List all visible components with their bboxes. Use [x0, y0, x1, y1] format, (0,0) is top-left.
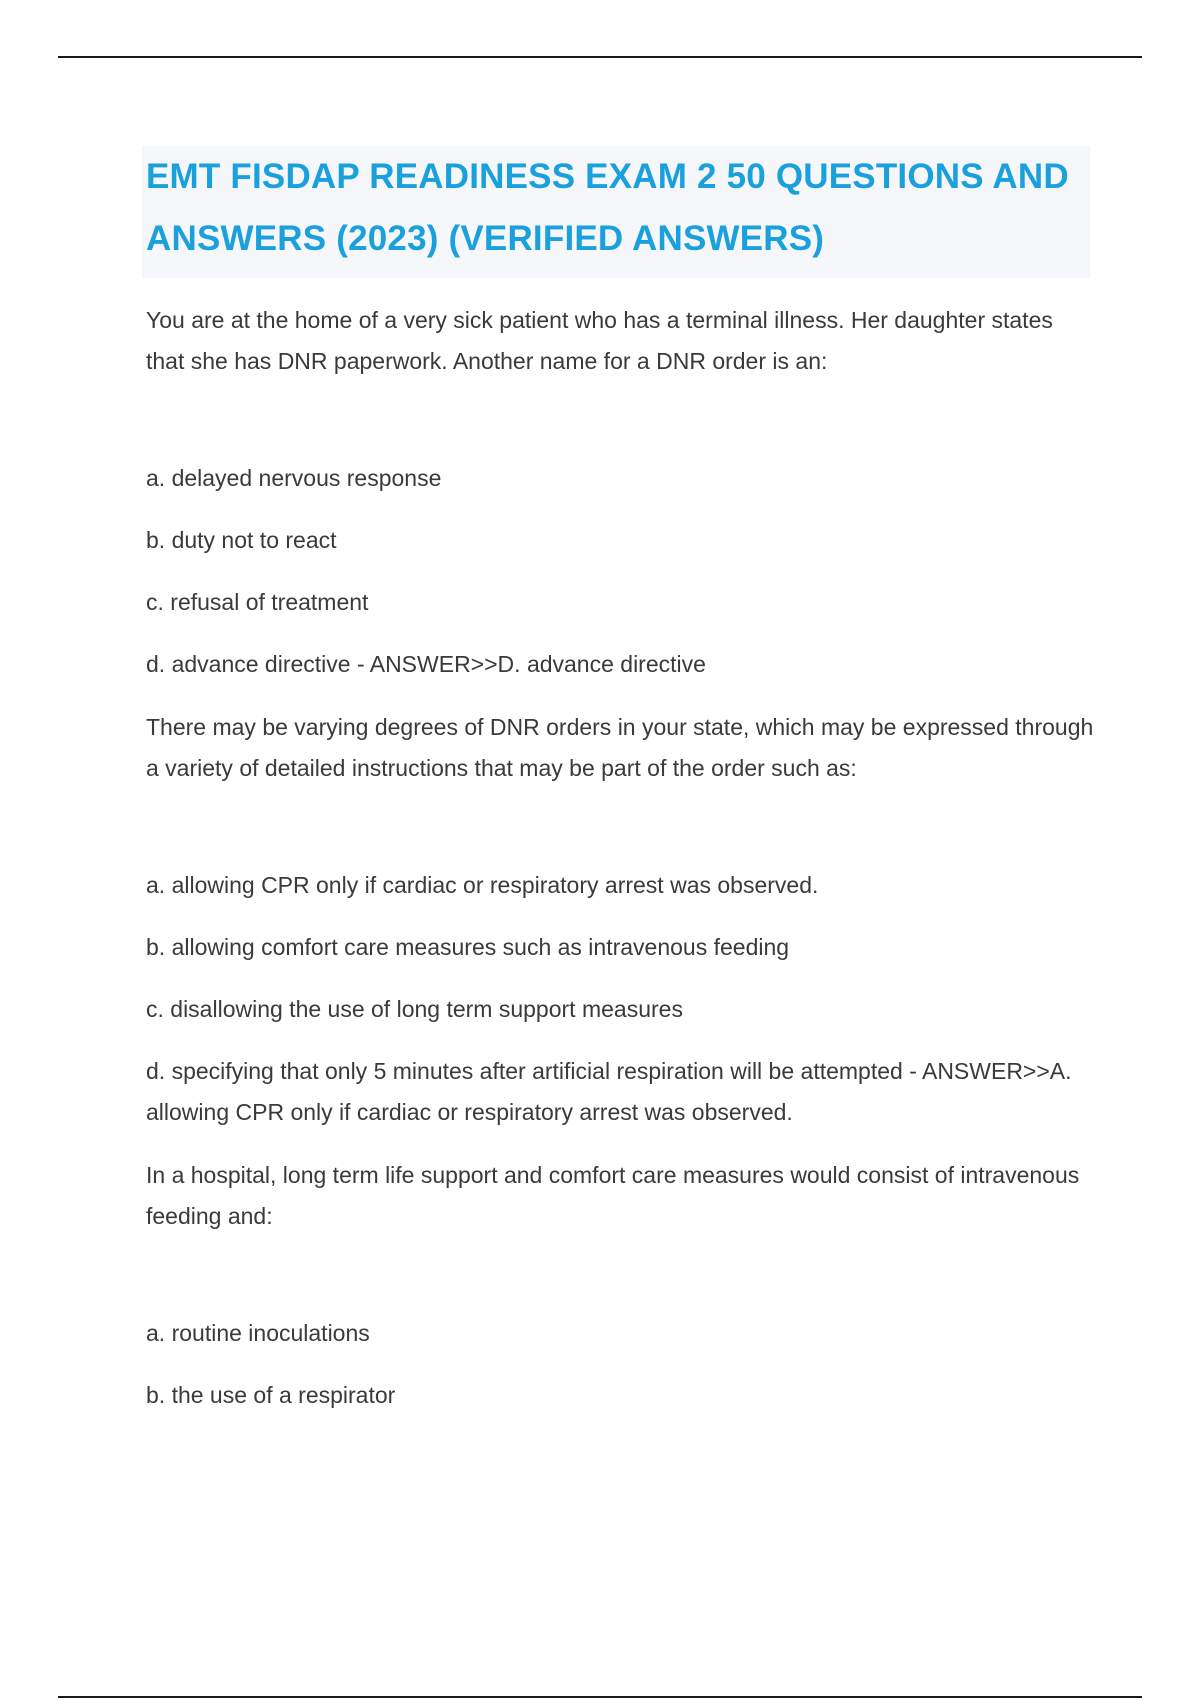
- question-1-option-d: d. advance directive - ANSWER>>D. advance directive: [146, 651, 706, 677]
- question-2-option-a: a. allowing CPR only if cardiac or respiratory arrest was observed.: [146, 872, 819, 898]
- question-1-option-b: b. duty not to react: [146, 527, 337, 553]
- bottom-rule: [58, 1696, 1142, 1698]
- question-1-option-c: c. refusal of treatment: [146, 589, 369, 615]
- question-2-option-b: b. allowing comfort care measures such as intravenous feeding: [146, 934, 790, 960]
- question-2-option-c: c. disallowing the use of long term support measures: [146, 996, 683, 1022]
- document-title: EMT FISDAP READINESS EXAM 2 50 QUESTIONS AND ANSWERS (2023) (VERIFIED ANSWERS): [146, 157, 1069, 258]
- question-3-option-b: b. the use of a respirator: [146, 1382, 396, 1408]
- top-rule: [58, 56, 1142, 58]
- document-body: [146, 146, 1096, 1437]
- title-block: [142, 146, 1090, 278]
- question-3-prompt: In a hospital, long term life support and comfort care measures would consist of intravenous feeding and:: [146, 1162, 1080, 1229]
- question-2-options: [146, 865, 1096, 1133]
- question-3-options: [146, 1313, 1096, 1416]
- question-1-options: [146, 458, 1096, 685]
- question-1-prompt: You are at the home of a very sick patient who has a terminal illness. Her daughter states that she has DNR paperwork. Another name for a DNR order is an:: [146, 307, 1053, 374]
- question-3-option-a: a. routine inoculations: [146, 1320, 370, 1346]
- question-1-option-a: a. delayed nervous response: [146, 465, 442, 491]
- question-2-prompt: There may be varying degrees of DNR orders in your state, which may be expressed through a variety of detailed instructions that may be part of the order such as:: [146, 714, 1094, 781]
- question-2-option-d: d. specifying that only 5 minutes after artificial respiration will be attempted - ANSWER>>A. allowing CPR only if cardiac or respiratory arrest was observed.: [146, 1058, 1072, 1125]
